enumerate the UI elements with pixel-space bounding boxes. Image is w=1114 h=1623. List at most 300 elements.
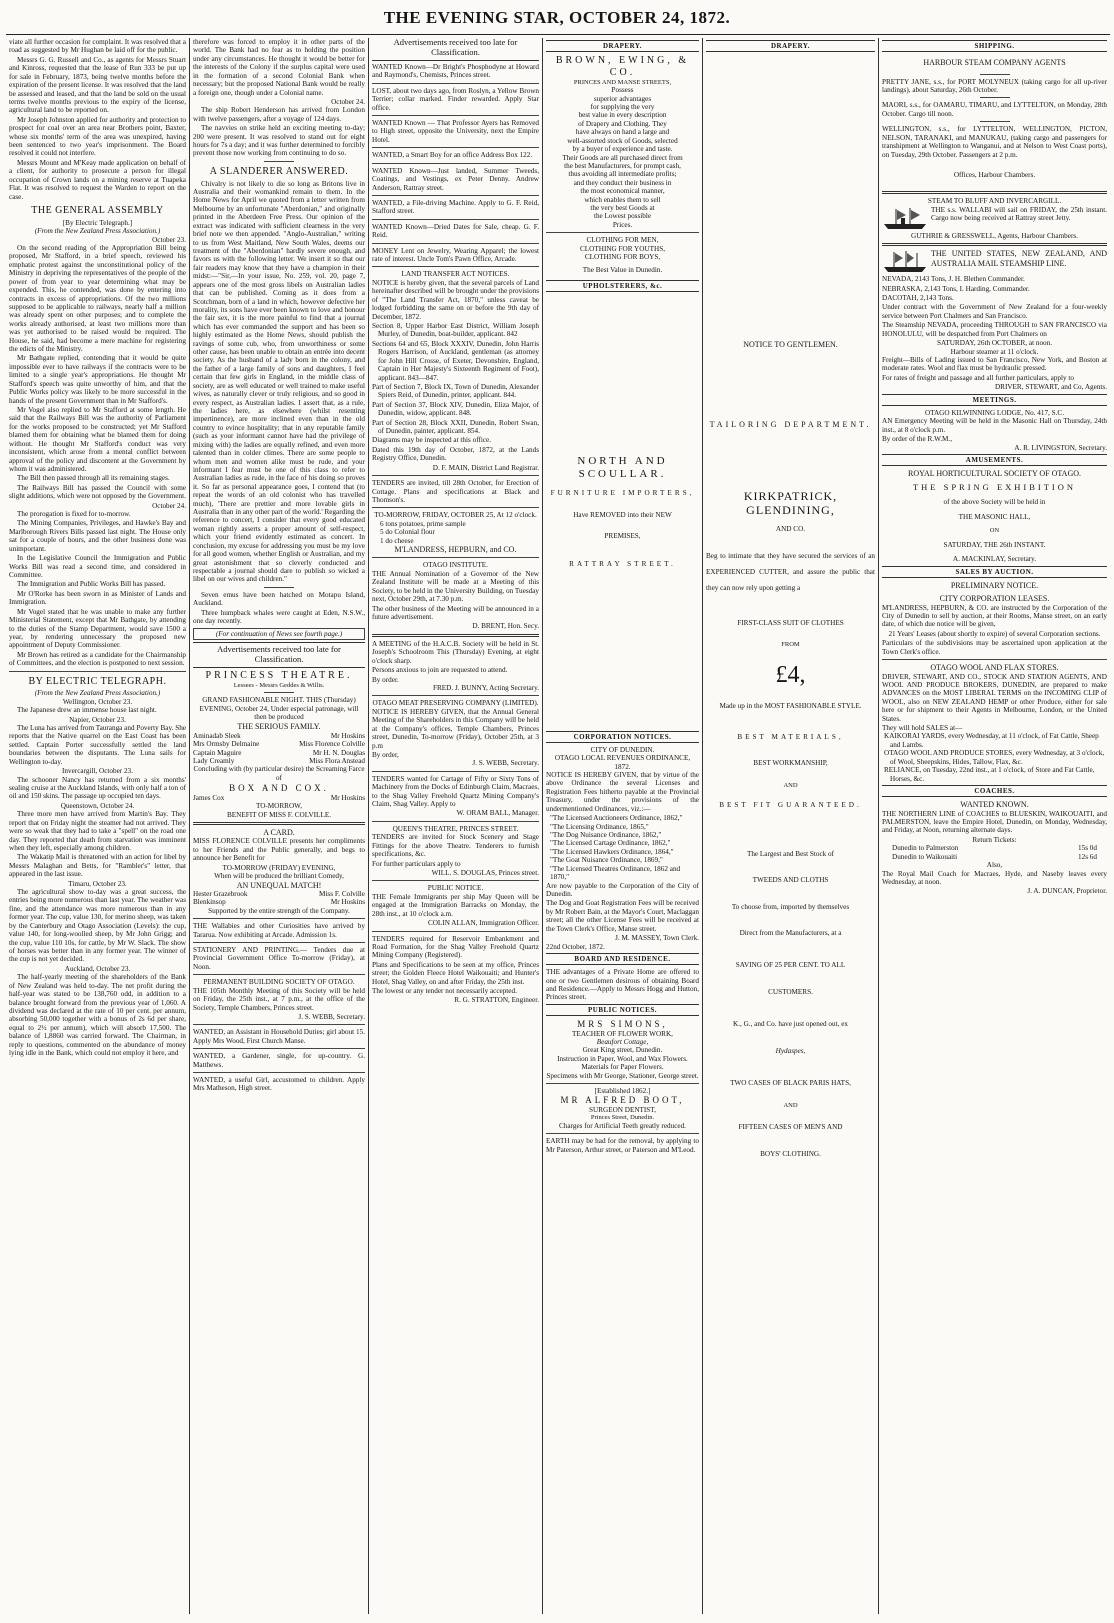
ad-stationery: STATIONERY AND PRINTING.— Tenders due at Provincial Government Office To-morrow (Friday), at Noon. bbox=[193, 945, 365, 971]
sale-item: 5 do Colonial flour bbox=[380, 528, 435, 537]
ad-text: TO-MORROW, bbox=[255, 802, 303, 811]
cast-row bbox=[193, 890, 365, 898]
dateline: Auckland, October 23. bbox=[64, 964, 131, 973]
cast-row bbox=[193, 898, 365, 906]
section-heading: UPHOLSTERERS, &c. bbox=[546, 280, 699, 292]
ad-text: BOYS' CLOTHING. bbox=[760, 1149, 821, 1158]
ad-text: Part of Section 37, Block XIV, Dunedin, Eliza Major, of Dunedin, widow, applicant. 848. bbox=[372, 400, 539, 418]
ad-text: Are now payable to the Corporation of the City of Dunedin. bbox=[546, 881, 699, 898]
ad-line: and they conduct their business in bbox=[573, 178, 672, 187]
signature: W. ORAM BALL, Manager. bbox=[456, 809, 539, 818]
ad-text: GRAND FASHIONABLE NIGHT. THIS (Thursday) EVENING, October 24, Under especial patronage, will then be produced bbox=[199, 696, 359, 721]
ad-text: AND bbox=[783, 781, 798, 789]
ad-title: A CARD. bbox=[263, 828, 295, 838]
ad-text: BENEFIT OF MISS F. COLVILLE. bbox=[226, 810, 332, 819]
divider bbox=[193, 942, 365, 943]
ad-title: TAILORING DEPARTMENT. bbox=[709, 419, 872, 429]
ad-text: RATTRAY STREET. bbox=[569, 560, 676, 569]
ad-text: 21 Years' Leases (about shortly to expire) of several Corporation sections. bbox=[888, 629, 1101, 638]
ordinance-item: "The Licensed Hawkers Ordinance, 1864," bbox=[550, 847, 674, 856]
cast-list bbox=[193, 732, 365, 766]
ad-text: CLOTHING FOR MEN, bbox=[586, 236, 659, 245]
ad-text: MISS FLORENCE COLVILLE presents her compliments to her Friends and the Public generally, and begs to announce her Benefit for bbox=[193, 837, 365, 863]
ad-text: THE MASONIC HALL, bbox=[958, 512, 1031, 521]
spacer bbox=[546, 295, 699, 455]
ad-shipping: MAORI, s.s., for OAMARU, TIMARU, and LYTTELTON, on Monday, 28th October. Cargo till noon. bbox=[882, 101, 1107, 118]
ad-text: By order. bbox=[372, 675, 399, 684]
divider bbox=[372, 931, 539, 932]
cast-role: Lady Creamly bbox=[193, 757, 235, 765]
ad-text: CLOTHING FOR BOYS, bbox=[584, 253, 661, 262]
ad-text: Hydaspes, bbox=[775, 1046, 806, 1055]
dateline: Invercargill, October 23. bbox=[62, 767, 133, 776]
ad-text: Return Tickets: bbox=[972, 835, 1017, 844]
signature: J. S. WEBB, Secretary. bbox=[298, 1012, 365, 1021]
ad-line: Prices. bbox=[612, 220, 633, 229]
ad-subtitle: PRINCES AND MANSE STREETS, bbox=[573, 78, 672, 86]
column-6 bbox=[879, 38, 1110, 1614]
divider bbox=[980, 97, 1010, 98]
ad-line: of Drapery and Clothing. They bbox=[578, 119, 667, 128]
divider bbox=[372, 634, 539, 637]
ad-wanted: WANTED, a Smart Boy for an office Address Box 122. bbox=[372, 151, 533, 160]
ad-line: have always on hand a large and bbox=[575, 128, 670, 137]
cast-role: Hester Grazebrook bbox=[193, 889, 248, 898]
ad-text: THE NORTHERN LINE of COACHES to BLUESKIN, WAIKOUAITI, and PALMERSTON, leave the Empire Hotel, Dunedin, on Monday, Wednesday, and Friday, at Noon, returning alternate days. bbox=[882, 809, 1107, 835]
ad-text: Also, bbox=[986, 861, 1003, 870]
ad-section-heading: Advertisements received too late for Classification. bbox=[193, 642, 365, 668]
paragraph: Mr Bathgate replied, contending that it would be quite impossible ever to have railways if the contracts were to be limited to a single year's appropriations. He thought Mr Stafford's speech was quite unworthy of him, and that the Public Works policy was likely to be more successful in the hands of the present Government than in Mr Stafford's. bbox=[9, 354, 186, 405]
signature: A. MACKINLAY, Secretary. bbox=[952, 555, 1037, 564]
divider bbox=[372, 771, 539, 772]
ad-title: OTAGO INSTITUTE. bbox=[423, 561, 488, 570]
ad-text: The Best Value in Dunedin. bbox=[582, 265, 663, 274]
ad-title: THE UNITED STATES, NEW ZEALAND, AND AUSTRALIA MAIL STEAMSHIP LINE. bbox=[931, 249, 1107, 268]
divider bbox=[193, 822, 365, 825]
ad-card bbox=[193, 828, 365, 915]
ad-text: NEVADA, 2143 Tons, J. H. Blethen Commander. bbox=[882, 275, 1025, 284]
ad-text: ON bbox=[989, 527, 1000, 535]
ad-title: ROYAL HORTICULTURAL SOCIETY OF OTAGO. bbox=[907, 469, 1082, 479]
ad-text: Concluding with (by particular desire) the Screaming Farce of bbox=[193, 765, 365, 782]
ad-text: Beaufort Cottage, bbox=[596, 1037, 649, 1046]
fare-price: 12s 6d bbox=[1078, 852, 1097, 861]
ad-title: STEAM TO BLUFF AND INVERCARGILL. bbox=[927, 197, 1062, 206]
ad-line: superior advantages bbox=[593, 94, 652, 103]
paragraph: Mr Vogel stated that he was unable to make any further Ministerial Statement, except that Mr Bathgate, by attending to the duties of the Stamp Department, would save 1500 a year, by rendering unnecessary the proposed new appointment of Deputy Commissioner. bbox=[9, 607, 186, 650]
divider bbox=[193, 1072, 365, 1073]
divider bbox=[372, 475, 539, 476]
paragraph: The schooner Nancy has returned from a six months' sealing cruise at the Auckland Islands, with only half a ton of oil and 150 skins. The passage up occupied ten days. bbox=[9, 775, 186, 801]
ad-subtitle: TEACHER OF FLOWER WORK, bbox=[572, 1029, 673, 1038]
ad-title: MRS SIMONS, bbox=[577, 1018, 668, 1029]
ad-text: Specimens with Mr George, Stationer, George street. bbox=[546, 1071, 699, 1080]
signature: FRED. J. BUNNY, Acting Secretary. bbox=[432, 683, 539, 692]
ship-icon bbox=[882, 206, 928, 232]
ordinance-item: "The Goat Nuisance Ordinance, 1869," bbox=[550, 856, 663, 865]
section-heading: AMUSEMENTS. bbox=[882, 454, 1107, 466]
ad-text: Great King street, Dunedin. bbox=[582, 1046, 663, 1055]
paragraph: The Mining Companies, Privileges, and Hawke's Bay and Marlborough Rivers Bills passed last night. The House only sat for a couple of hours, and the other business done was unimportant. bbox=[9, 519, 186, 553]
paragraph: On the second reading of the Appropriation Bill being proposed, Mr Stafford, in a brief speech, reviewed his emphatic protest against the unconstitutional policy of the Ministry in depriving the representatives of the people of the power of from year to year determining what may be expended. This, he contended, was done by entering into contracts in excess of appropriations. Of the two millions supposed to be applicable to railways, nearly half a million was already spent on other purposes; and to complete the works already authorised, at least two millions more than was yet authorised to be raised would be required. The House, he said, had become a mere machine for registering the edicts of the Ministry. bbox=[9, 243, 186, 354]
ad-building-society: THE 105th Monthly Meeting of this Society will be held on Friday, the 25th inst., at 7 p.m., at the office of the Society, Temple Chambers, Princes street. bbox=[193, 986, 365, 1012]
ad-text: FIRST-CLASS SUIT OF CLOTHES bbox=[737, 618, 844, 627]
ad-text: Offices, Harbour Chambers. bbox=[953, 170, 1036, 179]
ad-title: BROWN, EWING, & CO. bbox=[555, 55, 690, 78]
ad-text: FROM bbox=[781, 641, 800, 649]
play-title: THE SERIOUS FAMILY. bbox=[237, 722, 321, 732]
cast-actor: Miss Florence Colville bbox=[299, 740, 365, 749]
divider bbox=[372, 243, 539, 244]
ad-text: NOTICE IS HEREBY GIVEN, that the Annual General Meeting of the Shareholders in this Company will be held at the Company's offices, Temple Chambers, Princes street, Dunedin, To-morrow (Friday), October 25th, at 3 p.m bbox=[372, 707, 539, 750]
dateline: October 24. bbox=[331, 97, 365, 106]
signature: J. M. MASSEY, Town Clerk. bbox=[615, 934, 699, 943]
signature: J. S. WEBB, Secretary. bbox=[472, 759, 539, 768]
fare-route: Dunedin to Palmerston bbox=[892, 844, 959, 853]
dateline: Queenstown, October 24. bbox=[60, 801, 135, 810]
ad-text: The Royal Mail Coach for Macraes, Hyde, and Naseby leaves every Wednesday, at noon. bbox=[882, 869, 1107, 886]
ad-tenders: TENDERS required for Reservoir Embankment and Road Formation, for the Shag Valley Freehold Quartz Mining Company (Registered). bbox=[372, 934, 539, 960]
ad-line: best value in every description bbox=[578, 111, 667, 120]
signature: COLIN ALLAN, Immigration Officer. bbox=[427, 919, 539, 928]
byline: [By Electric Telegraph.] bbox=[62, 218, 133, 227]
ad-text: NEBRASKA, 2,143 Tons, I. Harding, Commander. bbox=[882, 284, 1030, 293]
ad-text: TO-MORROW (FRIDAY) EVENING, bbox=[222, 863, 336, 872]
ad-text: Dated this 19th day of October, 1872, at the Lands Registry Office, Dunedin. bbox=[372, 445, 539, 463]
ad-text: They will hold SALES at— bbox=[882, 724, 963, 733]
divider bbox=[372, 507, 539, 508]
spacer bbox=[706, 55, 875, 340]
divider bbox=[372, 115, 539, 116]
section-heading: BY ELECTRIC TELEGRAPH. bbox=[28, 675, 167, 687]
cast-row bbox=[193, 794, 365, 802]
ad-text: CLOTHING FOR YOUTHS, bbox=[580, 244, 665, 253]
ad-line: well-assorted stock of Goods, selected bbox=[567, 136, 678, 145]
ad-text: Persons anxious to join are requested to attend. bbox=[372, 666, 508, 675]
ad-title: MR ALFRED BOOT, bbox=[560, 1095, 685, 1106]
ad-title: OTAGO WOOL AND FLAX STORES. bbox=[930, 663, 1059, 673]
divider bbox=[372, 880, 539, 881]
ad-wanted: WANTED, an Assistant in Household Duties; girl about 15. Apply Mrs Wood, First Church Manse. bbox=[193, 1028, 365, 1045]
ad-text: SATURDAY, 26th OCTOBER, at noon. bbox=[936, 339, 1053, 348]
ad-text: When will be produced the brilliant Comedy, bbox=[214, 872, 344, 881]
source-line: (From the New Zealand Press Association.) bbox=[34, 227, 161, 236]
section-heading: SHIPPING. bbox=[882, 40, 1107, 52]
ad-text: Beg to intimate that they have secured the services of an EXPERIENCED CUTTER, and assure the public that they can now rely upon getting a bbox=[706, 552, 875, 593]
ad-text: of the above Society will be held in bbox=[943, 498, 1046, 507]
fare-row bbox=[882, 853, 1107, 861]
ad-text: A MEETING of the H.A.C.B. Society will be held in St. Joseph's Schoolroom This (Thursday) Evening, at eight o'clock sharp. bbox=[372, 639, 539, 665]
price: £4, bbox=[775, 661, 806, 688]
paragraph: The agricultural show to-day was a great success, the entries being more numerous than last year. The weather was fine, and the attendance was more numerous than in any former year. The cup, value 130, for merino sheep, was taken by the Canterbury and Otago Association (Levels): the cup, value 140, for long-woolled sheep, by Mr John Grigg; and the cup, value 110 10s, for cattle, by Mr W. Slack. The show of horses was better than in any former year. The winner of the cup is not yet decided. bbox=[9, 888, 186, 964]
ad-subtitle: Lessees - Messrs Geddes & Willis. bbox=[233, 681, 325, 689]
ordinance-item: "The Dog Nuisance Ordinance, 1862," bbox=[550, 831, 662, 840]
ad-subtitle: SURGEON DENTIST, bbox=[589, 1105, 656, 1114]
ad-section-heading: Advertisements received too late for Classification. bbox=[372, 38, 539, 61]
ad-text: Princes Street, Dunedin. bbox=[590, 1114, 655, 1122]
dateline: Timaru, October 23. bbox=[68, 879, 127, 888]
ad-body bbox=[546, 86, 699, 229]
ad-shipping: THE s.s. WALLABI will sail on FRIDAY, the 25th instant. Cargo now being received at Rattray street Jetty. bbox=[931, 205, 1107, 223]
ad-text: M'LANDRESS, HEPBURN, & CO. are instructed by the Corporation of the City of Dunedin to sell by auction, at their Rooms, Manse street, on an early date, of which due notice will be given, bbox=[882, 603, 1107, 629]
ad-text: Part of Section 28, Block XXII, Dunedin, Robert Swan, of Dunedin, painter, applicant. 854. bbox=[372, 418, 539, 436]
ad-text: NOTICE is hereby given, that the several parcels of Land hereinafter described will be brought under the provisions of "The Land Transfer Act, 1870," unless caveat be lodged forbidding the same on or before the 9th day of December, 1872. bbox=[372, 278, 539, 321]
signature: GUTHRIE & GRESSWELL, Agents, Harbour Chambers. bbox=[911, 231, 1078, 240]
fare-row bbox=[882, 844, 1107, 852]
ad-line: Their Goods are all purchased direct from bbox=[562, 153, 683, 162]
divider bbox=[546, 232, 699, 233]
ad-wanted: WANTED Known — That Professor Ayers has Removed to High street, opposite the University, next the Empire Hotel. bbox=[372, 118, 539, 144]
cast-role: Mrs Ormsby Delmaine bbox=[193, 740, 260, 749]
cast-actor: Mr H. N. Douglas bbox=[312, 748, 365, 757]
paragraph: The Wakatip Mail is threatened with an action for libel by Messrs Malaghan and Betts, for "Rambler's" letter, that appeared in the last issue. bbox=[9, 853, 186, 879]
column-3 bbox=[369, 38, 542, 1614]
paragraph: Mr Brown has retired as a candidate for the Chairmanship of Committees, and the election is postponed to next session. bbox=[9, 650, 186, 668]
ad-text: The Steamship NEVADA, proceeding THROUGH to SAN FRANCISCO via HONOLULU, will be despatched from Port Chalmers on bbox=[882, 321, 1107, 338]
ad-line: the best Manufacturers, for prompt cash, bbox=[564, 161, 681, 170]
sales-list bbox=[882, 732, 1107, 783]
section-heading: SALES BY AUCTION. bbox=[882, 566, 1107, 578]
continuation-note: (For continuation of News see fourth page.) bbox=[193, 628, 365, 640]
ad-text: BEST FIT GUARANTEED. bbox=[719, 801, 862, 810]
divider bbox=[882, 191, 1107, 194]
ad-wanted: WANTED Known—Dried Dates for Sale, cheap. G. F. Reid. bbox=[372, 222, 539, 240]
ad-text: Supported by the entire strength of the Company. bbox=[208, 906, 350, 915]
ad-text: Section 8, Upper Harbor East District, William Joseph Murley, of Dunedin, boat-builder, applicant. 842 bbox=[372, 322, 539, 339]
ad-text: Sections 64 and 65, Block XXXIV, Dunedin, John Harris Rogers Harrison, of Auckland, gentleman (as attorney for John Hill Crosse, of Exeter, Devonshire, England, Captain in Her Majesty's Sixteenth Regiment of Foot), applicant. 843—847. bbox=[372, 339, 539, 382]
spacer bbox=[706, 350, 875, 420]
ad-text: AND bbox=[783, 1101, 798, 1109]
divider bbox=[264, 692, 294, 693]
ad-text: Plans and Specifications to be seen at my office, Princes street; the Golden Fleece Hotel Waikouaiti; and Hunter's Hotel, Shag Valley, on and after Friday, the 25th inst. bbox=[372, 960, 539, 986]
cast-actor: Miss Flora Anstead bbox=[309, 757, 365, 765]
cast-actor: Mr Hoskins bbox=[330, 793, 365, 802]
ad-text: Direct from the Manufacturers, at a bbox=[739, 928, 842, 937]
paragraph: The Railways Bill has passed the Council with some slight additions, which were not opposed by the Government. bbox=[9, 483, 186, 501]
ad-text: Harbour steamer at 11 o'clock. bbox=[950, 347, 1039, 356]
paragraph: Mr Joseph Johnston applied for authority and protection to prospect for coal over an area near Brothers point, Baxter, whose six months' term of the area was unexpired, having been sentenced to two year's imprisonment. The Board resolved it could not interfere. bbox=[9, 115, 186, 158]
ad-title: CITY OF DUNEDIN. bbox=[590, 745, 655, 754]
ship-icon bbox=[882, 249, 928, 275]
cast-actor: Mr Hoskins bbox=[330, 731, 365, 740]
ad-text: To choose from, imported by themselves bbox=[731, 902, 850, 911]
ad-shipping: PRETTY JANE, s.s., for PORT MOLYNEUX (taking cargo for all up-river landings), about Saturday, 26th October. bbox=[882, 77, 1107, 94]
signature: D. F. MAIN, District Land Registrar. bbox=[432, 463, 539, 472]
ad-tenders: TENDERS are invited, till 28th October, for Erection of Cottage. Plans and specifications at Black and Thomson's. bbox=[372, 479, 539, 505]
section-heading: DRAPERY. bbox=[546, 40, 699, 52]
ad-title: OTAGO MEAT PRESERVING COMPANY (LIMITED). bbox=[372, 699, 539, 708]
divider bbox=[372, 695, 539, 696]
ad-princess-theatre bbox=[193, 670, 365, 819]
paragraph: The prorogation is fixed for to-morrow. bbox=[17, 510, 131, 519]
ad-lost: LOST, about two days ago, from Roslyn, a Yellow Brown Terrier; collar marked. Finder rewarded. Apply Star office. bbox=[372, 86, 539, 112]
paragraph: Chivalry is not likely to die so long as Britons live in Australia and their womankind remain to them. In the Home News for April we quoted from a letter written from Melbourne by an unfortunate "Aberdonian," and originally printed in the Aberdeen Free Press. Our opinion of the extract was indicated with sufficient clearness in the very brief note we then appended. "Anglo-Australian," writing to us from West Maitland, New South Wales, deems our treatment of the "Aberdonian" hardly severe enough, and favors us with the following letter. We insert it so that our fair readers may know that they have a champion in their midst:—"Sir,—In your issue, No. 259, vol. 20, page 7, appears one of the most gross libels on Australian ladies that can be published. Coming as it does from a Scotchman, born of a land in which, however defective her morality, its sons have ever been known to love and honour the fair sex, it is the more painful to find that a journal which has ever commanded the support and has been so highly estimated as the Home News, should publish the ravings of some cub, who, from unworthiness or some other cause, has been unable to obtain an entrée into decent society. As the husband of a lady born in the colony, and the father of a large family of sons and daughters, I feel certain that few girls in England, in the middle class of society, are as well educated or well trained to make useful wives, as naturally clever or truly religious, and so good in every respect, as Australian ladies. I assert that, as a rule, the ladies here, as elsewhere (whilst resenting impertinence), are more inclined even than in the old country to evince hospitality; that in any reputable family (such as your informant cannot have had the privilege of mixing with) the ladies are equally refined, and even more talented than in colder climes. There are some people to whom men and women alike must be rude, and your informant I fear must be one of this class to refer to Australian ladies as rude, in the face of his doing so proves it. So far as personal appearance goes, I contend that (to repeat the words of an old colonist who has travelled much), 'There are prettier and more lovable girls in Australia than in any other part of the world.' Regarding the reference to concert, I consider that every good educated woman rightly asserts a proper amount of self-respect, which your friend evidently estimated as concert. In conclusion, my excuse for addressing you must be my love for all good women, whether English or Australian, and my great astonishment that so cleverly conducted and respectable a journal should dare to publish so wicked a libel on our wives and children." bbox=[193, 179, 365, 584]
divider bbox=[372, 195, 539, 196]
spacer bbox=[546, 609, 699, 729]
ad-text: THE Female Immigrants per ship May Queen will be engaged at the Immigration Barracks on Monday, the 28th inst., at 10 o'clock a.m. bbox=[372, 892, 539, 918]
divider bbox=[9, 671, 186, 672]
paragraph: viate all further occasion for complaint. It was resolved that a road as suggested by Mr Hughan be laid off for the public. bbox=[9, 38, 186, 55]
play-title: AN UNEQUAL MATCH! bbox=[236, 880, 322, 890]
ad-text: By order of the R.W.M., bbox=[882, 435, 953, 444]
paragraph: The Immigration and Public Works Bill has passed. bbox=[17, 580, 166, 589]
ad-text: [Established 1862.] bbox=[594, 1087, 651, 1096]
signature: M'LANDRESS, HEPBURN, and CO. bbox=[394, 545, 517, 555]
ad-text: The Dog and Goat Registration Fees will be received by Mr Robert Bain, at the Mayor's Court, Maclaggan street; all the other License Fees will be received at the Town Clerk's Office, Manse street. bbox=[546, 899, 699, 933]
ad-title: HARBOUR STEAM COMPANY AGENTS bbox=[923, 58, 1066, 68]
ad-board: THE advantages of a Private Home are offered to one or two Gentlemen desirous of obtaining Board and Residence.—Apply to Messrs Hogg and Hutton, Princes street. bbox=[546, 968, 699, 1002]
dateline: Napier, October 23. bbox=[69, 715, 126, 724]
fare-route: Dunedin to Waikouaiti bbox=[892, 852, 958, 861]
ad-text: FIFTEEN CASES OF MEN'S AND bbox=[738, 1123, 843, 1132]
fare-price: 15s 0d bbox=[1078, 844, 1097, 853]
ad-title: TO-MORROW, FRIDAY, OCTOBER 25, At 12 o'clock. bbox=[374, 511, 537, 520]
ad-text: K., G., and Co. have just opened out, ex bbox=[733, 1020, 848, 1029]
sale-item: KAIKORAI YARDS, every Wednesday, at 11 o'clock, of Fat Cattle, Sheep and Lambs. bbox=[884, 732, 1099, 749]
ad-text: BEST WORKMANSHIP, bbox=[753, 759, 828, 768]
ad-text: DACOTAH, 2,143 Tons. bbox=[882, 294, 954, 303]
ad-title: NOTICE TO GENTLEMEN. bbox=[743, 340, 838, 350]
ad-title: THE SPRING EXHIBITION bbox=[912, 481, 1077, 492]
cast-row bbox=[193, 749, 365, 757]
divider bbox=[546, 1133, 699, 1134]
masthead-rule bbox=[6, 34, 1110, 35]
ad-text: TWEEDS AND CLOTHS bbox=[752, 876, 829, 885]
ad-money: MONEY Lent on Jewelry, Wearing Apparel; the lowest rate of interest. Uncle Tom's Pawn Office, Arcade. bbox=[372, 246, 539, 264]
ad-text: The Largest and Best Stock of bbox=[746, 849, 835, 858]
ad-text: Instruction in Paper, Wool, and Wax Flowers. bbox=[557, 1054, 688, 1063]
ad-wanted: WANTED, a Gardener, single, for up-country. G. Matthews. bbox=[193, 1052, 365, 1069]
ad-text: Charges for Artificial Teeth greatly reduced. bbox=[559, 1121, 686, 1130]
ordinance-item: "The Licensed Cartage Ordinance, 1862," bbox=[550, 839, 671, 848]
divider bbox=[372, 557, 539, 558]
ad-text: Made up in the MOST FASHIONABLE STYLE. bbox=[719, 702, 862, 711]
divider bbox=[882, 243, 1107, 246]
paragraph: Three more men have arrived from Martin's Bay. They report that on Friday night the steamer had not arrived. They were so weak that they had to take a "spell" on the road one day. They reported that death from starvation was imminent when they left, especially among children. bbox=[9, 810, 186, 852]
ad-wanted: WANTED Known—Dr Bright's Phosphodyne at Howard and Raymond's, Chemists, Princes street. bbox=[372, 62, 539, 80]
divider bbox=[372, 83, 539, 84]
ad-line: for supplying the very bbox=[590, 103, 655, 111]
ad-earth: EARTH may be had for the removal, by applying to Mr Paterson, Arthur street, or Paterson and M'Leod. bbox=[546, 1137, 699, 1154]
column-5 bbox=[703, 38, 878, 1614]
ad-line: Possess bbox=[611, 86, 634, 95]
ad-text: AN Emergency Meeting will be held in the Masonic Hall on Thursday, 24th inst., at 8 o'clock p.m. bbox=[882, 417, 1107, 434]
firm-name: AND CO. bbox=[775, 524, 806, 533]
paragraph: Seven emus have been hatched on Motapu Island, Auckland. bbox=[193, 590, 365, 608]
signature: R. G. STRATTON, Engineer. bbox=[454, 996, 539, 1005]
cast-row bbox=[193, 732, 365, 740]
dateline: October 23. bbox=[152, 235, 186, 244]
divider bbox=[193, 918, 365, 919]
ad-text: Materials for Paper Flowers. bbox=[581, 1063, 664, 1072]
ad-text: NOTICE IS HEREBY GIVEN, that by virtue of the above Ordinance the several Licenses and Registration Fees hitherto payable at the Provincial Treasury, under the provisions of the undermentioned Ordinances, viz.:— bbox=[546, 771, 699, 813]
cast-row bbox=[193, 740, 365, 748]
divider bbox=[372, 147, 539, 148]
ad-text: Part of Section 7, Block IX, Town of Dunedin, Alexander Spiers Reid, of Dunedin, printer, applicant. 844. bbox=[372, 382, 539, 400]
cast-role: James Cox bbox=[193, 793, 225, 802]
divider bbox=[264, 587, 294, 588]
divider bbox=[372, 219, 539, 220]
paragraph: The navvies on strike held an exciting meeting to-day; 200 were present. It was resolved to stand out for eight hours for 7s a day; and it was further determined to forcibly prevent those now working from continuing to do so. bbox=[193, 124, 365, 158]
ad-text: The lowest or any tender not necessarily accepted. bbox=[372, 987, 517, 996]
ad-text: Diagrams may be inspected at this office. bbox=[372, 436, 492, 445]
ad-text: Have REMOVED into their NEW bbox=[573, 511, 672, 520]
paragraph: In the Legislative Council the Immigration and Public Works Bill was read a second time, and considered in Committee. bbox=[9, 554, 186, 579]
signature: D. BRENT, Hon. Secy. bbox=[472, 622, 539, 631]
ordinance-item: "The Licensed Theatres Ordinance, 1862 and 1870," bbox=[550, 864, 681, 882]
ad-title: OTAGO LOCAL REVENUES ORDINANCE, 1872. bbox=[554, 754, 691, 771]
section-heading: COACHES. bbox=[882, 785, 1107, 797]
section-heading: DRAPERY. bbox=[706, 40, 875, 52]
ad-title: PRELIMINARY NOTICE. bbox=[950, 580, 1039, 590]
ad-tenders: TENDERS are invited for Stock Scenery and Stage Fittings for the above Theatre. Tenderers to furnish specifications, &c. bbox=[372, 833, 539, 859]
ad-text: For further particulars apply to bbox=[372, 859, 461, 868]
ad-wanted: WANTED, a useful Girl, accustomed to children. Apply Mrs Matheson, High street. bbox=[193, 1076, 365, 1093]
ad-text: Freight—Bills of Lading issued to San Francisco, New York, and Boston at moderate rates. Wool and flax must be hydraulic pressed. bbox=[882, 355, 1107, 373]
cast-role: Captain Maguire bbox=[193, 748, 242, 757]
dateline: Wellington, October 23. bbox=[62, 697, 133, 706]
paragraph: The half-yearly meeting of the shareholders of the Bank of New Zealand was held to-day. The net profit during the half-year was stated to be 138,760 odd, in addition to a balance brought forward from the previous year of 1,060. A dividend was declared at the rate of 10 per cent. per annum, absorbing 50,000 together with a bonus of 2s 6d per share, equal to 2½ per annum), which will absorb 17,500. The balance of 1,8860 was carried forward. The Chairman, in reply to questions, commented on the abundance of money lying idle in the Bank, which could not employ it here, and bbox=[9, 973, 186, 1058]
sale-item: RELIANCE, on Tuesday, 22nd inst., at 1 o'clock, of Store and Fat Cattle, Horses, &c. bbox=[884, 766, 1095, 783]
ad-text: Under contract with the Government of New Zealand for a four-weekly service between Port Chalmers and San Francisco. bbox=[882, 303, 1107, 320]
ad-text: TWO CASES OF BLACK PARIS HATS, bbox=[730, 1079, 851, 1088]
ad-line: by a buyer of experience and taste. bbox=[572, 145, 673, 154]
divider bbox=[193, 1048, 365, 1049]
spacer bbox=[706, 429, 875, 489]
paragraph: Mr O'Rorke has been sworn in as Minister of Lands and Immigration. bbox=[9, 589, 186, 607]
play-title: BOX AND COX. bbox=[229, 783, 329, 794]
divider bbox=[372, 821, 539, 822]
ad-tenders: TENDERS wanted for Cartage of Fifty or Sixty Tons of Machinery from the Docks of Edinburgh Claim, Macraes, to the Shag Valley Freehold Quartz Mining Company's Claim, Shag Valley. Apply to bbox=[372, 774, 539, 809]
source-line: (From the New Zealand Press Association.) bbox=[34, 689, 161, 698]
sale-item: OTAGO WOOL AND PRODUCE STORES, every Wednesday, at 3 o'clock, of Wool, Sheepskins, Hides, Tallow, Flax, &c. bbox=[884, 749, 1105, 766]
divider bbox=[372, 266, 539, 267]
sale-item: 6 tons potatoes, prime sample bbox=[380, 519, 466, 528]
ad-text: SAVING OF 25 PER CENT. TO ALL bbox=[735, 961, 846, 970]
section-heading: PUBLIC NOTICES. bbox=[546, 1004, 699, 1016]
ad-date: 22nd October, 1872. bbox=[546, 942, 605, 951]
signature: J. A. DUNCAN, Proprietor. bbox=[1027, 887, 1107, 896]
paragraph: Mr Vogel also replied to Mr Stafford at some length. He said that the Railways Bill was the authority of Parliament for the works proposed to be constructed; yet Mr Stafford blamed them for obtaining what he blamed them for doing without. He thought Mr Stafford's conduct was very inconsistent, which arose from a mental conflict between approval of the policy and discontent at the Government by whom it was administered. bbox=[9, 405, 186, 473]
ad-title: PRINCESS THEATRE. bbox=[205, 669, 353, 681]
ordinance-list bbox=[546, 814, 699, 881]
ad-shipping: WELLINGTON, s.s., for LYTTELTON, WELLINGTON, PICTON, NELSON, TARANAKI, and MANUKAU, (taking cargo and passengers for transhipment at Wellington to Wanganui, and at Nelson to West Coast ports), on Tuesday, 29th October. Passengers at 2 p.m. bbox=[882, 125, 1107, 159]
divider bbox=[372, 163, 539, 164]
column-2 bbox=[190, 38, 368, 1614]
section-heading: BOARD AND RESIDENCE. bbox=[546, 953, 699, 965]
ad-title: LAND TRANSFER ACT NOTICES. bbox=[401, 270, 510, 279]
ad-line: which enables them to sell bbox=[584, 195, 661, 204]
masthead: THE EVENING STAR, OCTOBER 24, 1872. bbox=[383, 8, 731, 27]
ad-text: By order, bbox=[372, 750, 399, 759]
section-heading: CORPORATION NOTICES. bbox=[546, 731, 699, 743]
paragraph: The ship Robert Henderson has arrived from London with twelve passengers, after a voyage of 124 days. bbox=[193, 106, 365, 123]
paragraph: The Bill then passed through all its remaining stages. bbox=[17, 474, 170, 483]
paragraph: The Luna has arrived from Tauranga and Poverty Bay. She reports that the Native quarrel on the East Coast has been settled. Captain Porter successfully settled the land boundaries between the disputants. The Luna sails for Wellington to-day. bbox=[9, 724, 186, 766]
divider bbox=[264, 161, 294, 162]
ad-wanted: WANTED, a File-driving Machine. Apply to G. F. Reid, Stafford street. bbox=[372, 198, 539, 216]
ordinance-item: "The Licensing Ordinance, 1865," bbox=[550, 822, 649, 831]
ad-title: WANTED KNOWN. bbox=[960, 800, 1029, 810]
ad-line: the very best Goods at bbox=[590, 204, 655, 213]
section-heading: THE GENERAL ASSEMBLY bbox=[31, 205, 164, 217]
ad-line: thus avoiding all intermediate profits; bbox=[568, 170, 677, 179]
cast-role: Aminadab Sleek bbox=[193, 731, 241, 740]
signature: DRIVER, STEWART, and Co, Agents. bbox=[994, 383, 1107, 392]
section-heading: MEETINGS. bbox=[882, 394, 1107, 406]
ad-text: BEST MATERIALS, bbox=[737, 732, 844, 741]
cast-actor: Mr Hoskins bbox=[330, 898, 365, 907]
